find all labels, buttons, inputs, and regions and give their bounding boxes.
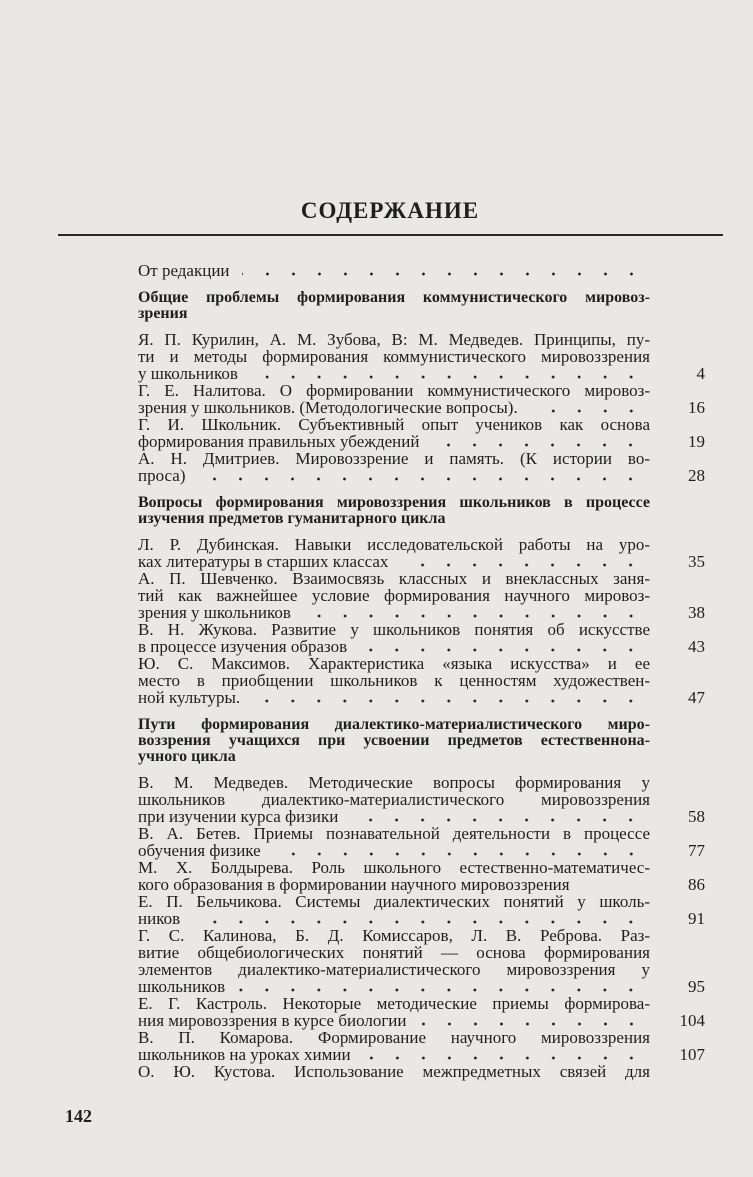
entry-last-line [138, 1046, 705, 1063]
entry-last-line [138, 433, 705, 450]
entry-page-number: 16 [688, 398, 705, 417]
section-heading [138, 717, 705, 765]
entry-line: ти и методы формирования коммунистического мировоззрения [138, 347, 650, 366]
dot-leader [400, 563, 644, 567]
toc-entry [138, 536, 705, 570]
entry-page-number: 47 [688, 688, 705, 707]
entry-last-line [138, 399, 705, 416]
entry-line: ния мировоззрения в курсе биологии [138, 1011, 407, 1030]
entry-line: Ю. С. Максимов. Характеристика «языка искусства» и ее [138, 654, 650, 673]
section-heading [138, 495, 705, 527]
entry-page-number: 38 [688, 603, 705, 622]
entry-line: проса) [138, 466, 186, 485]
entry-line: Г. С. Калинова, Б. Д. Комиссаров, Л. В. Реброва. Раз- [138, 926, 650, 945]
entry-line: В. Н. Жукова. Развитие у школьников понятия об искусстве [138, 620, 650, 639]
entry-last-line [138, 876, 705, 893]
toc-entry [138, 1029, 705, 1063]
entry-line: витие общебиологических понятий — основа формирования [138, 943, 650, 962]
dot-leader [197, 477, 644, 481]
entry-page-number: 91 [688, 909, 705, 928]
dot-leader [237, 988, 644, 992]
entry-page-number: 4 [696, 364, 705, 383]
toc-entry [138, 570, 705, 621]
dot-leader [530, 409, 644, 413]
entry-line: В. А. Бетев. Приемы познавательной деятельности в процессе [138, 824, 650, 843]
entry-line: Вопросы формирования мировоззрения школьников в процессе [138, 494, 650, 511]
dot-leader [192, 920, 644, 924]
entry-line: В. П. Комарова. Формирование научного мировоззрения [138, 1028, 650, 1047]
entry-line: Пути формирования диалектико-материалистического миро- [138, 716, 650, 733]
entry-last-line [138, 365, 705, 382]
entry-line: От редакции [138, 261, 230, 280]
entry-line: В. М. Медведев. Методические вопросы формирования у [138, 773, 650, 792]
entry-line: ников [138, 909, 181, 928]
toc-entry [138, 995, 705, 1029]
toc-entry [138, 655, 705, 706]
entry-last-line [138, 553, 705, 570]
dot-leader [431, 443, 644, 447]
entry-line: Л. Р. Дубинская. Навыки исследовательской работы на уро- [138, 535, 650, 554]
section-heading [138, 290, 705, 322]
toc-entry [138, 331, 705, 382]
entry-line: место в приобщении школьников к ценностям художествен- [138, 671, 650, 690]
entry-line: кого образования в формировании научного мировоззрения [138, 875, 570, 894]
table-of-contents [138, 262, 705, 1080]
toc-entry [138, 416, 705, 450]
entry-last-line [138, 842, 705, 859]
entry-page-number: 77 [688, 841, 705, 860]
entry-line: обучения физике [138, 841, 261, 860]
entry-page-number: 107 [679, 1045, 705, 1064]
dot-leader [363, 1056, 644, 1060]
entry-line: у школьников [138, 364, 238, 383]
toc-entry [138, 1063, 705, 1080]
entry-line: школьников диалектико-материалистического мировоззрения [138, 790, 650, 809]
toc-entry [138, 774, 705, 825]
entry-page-number: 58 [688, 807, 705, 826]
entry-last-line [138, 978, 705, 995]
entry-last-line [138, 689, 705, 706]
entry-line: учного цикла [138, 748, 236, 765]
entry-line: Г. Е. Налитова. О формировании коммунистического мировоз- [138, 381, 650, 400]
entry-line: школьников [138, 977, 226, 996]
entry-line: ках литературы в старших классах [138, 552, 389, 571]
toc-entry [138, 262, 705, 279]
title-rule [58, 234, 723, 236]
entry-line: Я. П. Курилин, А. М. Зубова, В: М. Медведев. Принципы, пу- [138, 330, 650, 349]
dot-leader [273, 852, 644, 856]
dot-leader [242, 272, 644, 276]
toc-entry [138, 825, 705, 859]
entry-line: воззрения учащихся при усвоении предметов естественнона- [138, 732, 650, 749]
entry-page-number: 28 [688, 466, 705, 485]
dot-leader [419, 1022, 645, 1026]
entry-last-line [138, 808, 705, 825]
entry-last-line [138, 604, 705, 621]
page-title: СОДЕРЖАНИЕ [300, 198, 480, 223]
entry-line: Г. И. Школьник. Субъективный опыт учеников как основа [138, 415, 650, 434]
dot-leader [582, 886, 644, 890]
entry-last-line [138, 467, 705, 484]
entry-last-line [138, 1012, 705, 1029]
dot-leader [252, 699, 644, 703]
page-number: 142 [65, 1106, 92, 1126]
entry-page-number: 19 [688, 432, 705, 451]
toc-entry [138, 450, 705, 484]
entry-line: зрения [138, 305, 188, 322]
entry-line: школьников на уроках химии [138, 1045, 351, 1064]
toc-entry [138, 621, 705, 655]
entry-page-number: 35 [688, 552, 705, 571]
entry-last-line [138, 638, 705, 655]
toc-entry [138, 859, 705, 893]
toc-entry [138, 893, 705, 927]
dot-leader [350, 818, 644, 822]
entry-line: зрения у школьников [138, 603, 291, 622]
entry-line: Е. Г. Кастроль. Некоторые методические приемы формирова- [138, 994, 650, 1013]
entry-line: элементов диалектико-материалистического мировоззрения у [138, 960, 650, 979]
entry-last-line [138, 910, 705, 927]
dot-leader [359, 648, 644, 652]
entry-page-number: 104 [679, 1011, 705, 1030]
entry-page-number: 95 [688, 977, 705, 996]
entry-line: изучения предметов гуманитарного цикла [138, 510, 446, 527]
entry-line: при изучении курса физики [138, 807, 339, 826]
toc-entry [138, 382, 705, 416]
entry-last-line [138, 262, 705, 279]
entry-line: А. Н. Дмитриев. Мировоззрение и память. (К истории во- [138, 449, 650, 468]
dot-leader [303, 614, 644, 618]
entry-line: Общие проблемы формирования коммунистического мировоз- [138, 289, 650, 306]
entry-line: ной культуры. [138, 688, 241, 707]
entry-line: в процессе изучения образов [138, 637, 348, 656]
entry-line: тий как важнейшее условие формирования научного мировоз- [138, 586, 650, 605]
entry-line: О. Ю. Кустова. Использование межпредметных связей для [138, 1062, 650, 1081]
entry-line: формирования правильных убеждений [138, 432, 420, 451]
entry-line: зрения у школьников. (Методологические вопросы). [138, 398, 518, 417]
entry-line: А. П. Шевченко. Взаимосвязь классных и внеклассных заня- [138, 569, 650, 588]
entry-line: Е. П. Бельчикова. Системы диалектических понятий у школь- [138, 892, 650, 911]
entry-line: М. Х. Болдырева. Роль школьного естественно-математичес- [138, 858, 650, 877]
entry-page-number: 43 [688, 637, 705, 656]
entry-page-number: 86 [688, 875, 705, 894]
toc-entry [138, 927, 705, 995]
dot-leader [250, 375, 644, 379]
